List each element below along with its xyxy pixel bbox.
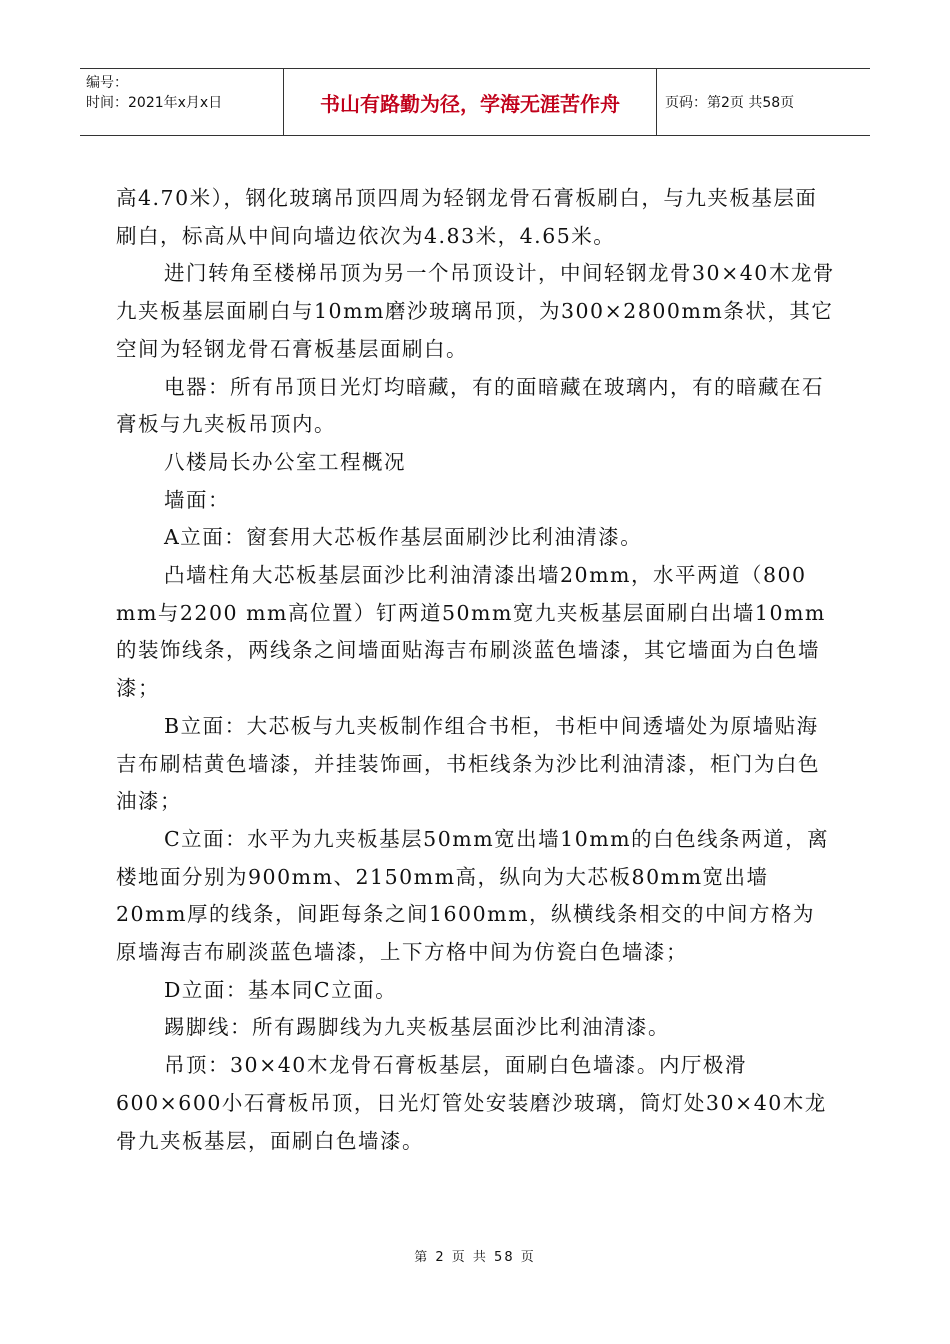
body-paragraph: B立面：大芯板与九夹板制作组合书柜，书柜中间透墙处为原墙贴海吉布刷桔黄色墙漆，并挂装饰画，书柜线条为沙比利油清漆，柜门为白色油漆； bbox=[116, 713, 820, 814]
body-paragraph: A立面：窗套用大芯板作基层面刷沙比利油清漆。 bbox=[164, 525, 643, 550]
body-paragraph: 吊顶：30×40木龙骨石膏板基层，面刷白色墙漆。内厅极滑600×600小石膏板吊顶，日光灯管处安装磨沙玻璃，筒灯处30×40木龙骨九夹板基层，面刷白色墙漆。 bbox=[116, 1053, 827, 1153]
header-motto: 书山有路勤为径，学海无涯苦作舟 bbox=[284, 69, 657, 135]
body-paragraph: 电器：所有吊顶日光灯均暗藏，有的面暗藏在玻璃内，有的暗藏在石膏板与九夹板吊顶内。 bbox=[116, 374, 824, 437]
body-paragraph: 凸墙柱角大芯板基层面沙比利油清漆出墙20mm，水平两道（800 mm与2200 mm高位置）钉两道50mm宽九夹板基层面刷白出墙10mm的装饰线条，两线条之间墙面贴海吉布刷淡蓝色墙漆，其它墙面为白色墙漆； bbox=[116, 563, 826, 701]
header-meta bbox=[80, 69, 284, 135]
header-number-label: 编号： bbox=[86, 75, 128, 91]
body-paragraph: 墙面： bbox=[164, 487, 230, 512]
page-header bbox=[80, 68, 870, 136]
body-paragraph: 高4.70米），钢化玻璃吊顶四周为轻钢龙骨石膏板刷白，与九夹板基层面刷白，标高从中间向墙边依次为4.83米，4.65米。 bbox=[116, 186, 818, 248]
document-body bbox=[116, 180, 836, 1160]
body-paragraph: 踢脚线：所有踢脚线为九夹板基层面沙比利油清漆。 bbox=[164, 1015, 670, 1040]
body-paragraph: 八楼局长办公室工程概况 bbox=[164, 449, 406, 474]
body-paragraph: 进门转角至楼梯吊顶为另一个吊顶设计，中间轻钢龙骨30×40木龙骨九夹板基层面刷白与10mm磨沙玻璃吊顶，为300×2800mm条状，其它空间为轻钢龙骨石膏板基层面刷白。 bbox=[116, 261, 835, 361]
body-paragraph: D立面：基本同C立面。 bbox=[164, 977, 398, 1002]
header-time-label: 时间：2021年x月x日 bbox=[86, 95, 223, 111]
header-page-info: 页码：第2页 共58页 bbox=[665, 95, 795, 111]
page-footer: 第 2 页 共 58 页 bbox=[414, 1250, 536, 1265]
body-paragraph: C立面：水平为九夹板基层50mm宽出墙10mm的白色线条两道，离楼地面分别为900mm、2150mm高，纵向为大芯板80mm宽出墙20mm厚的线条，间距每条之间1600mm，纵横线条相交的中间方格为原墙海吉布刷淡蓝色墙漆，上下方格中间为仿瓷白色墙漆； bbox=[116, 826, 830, 965]
